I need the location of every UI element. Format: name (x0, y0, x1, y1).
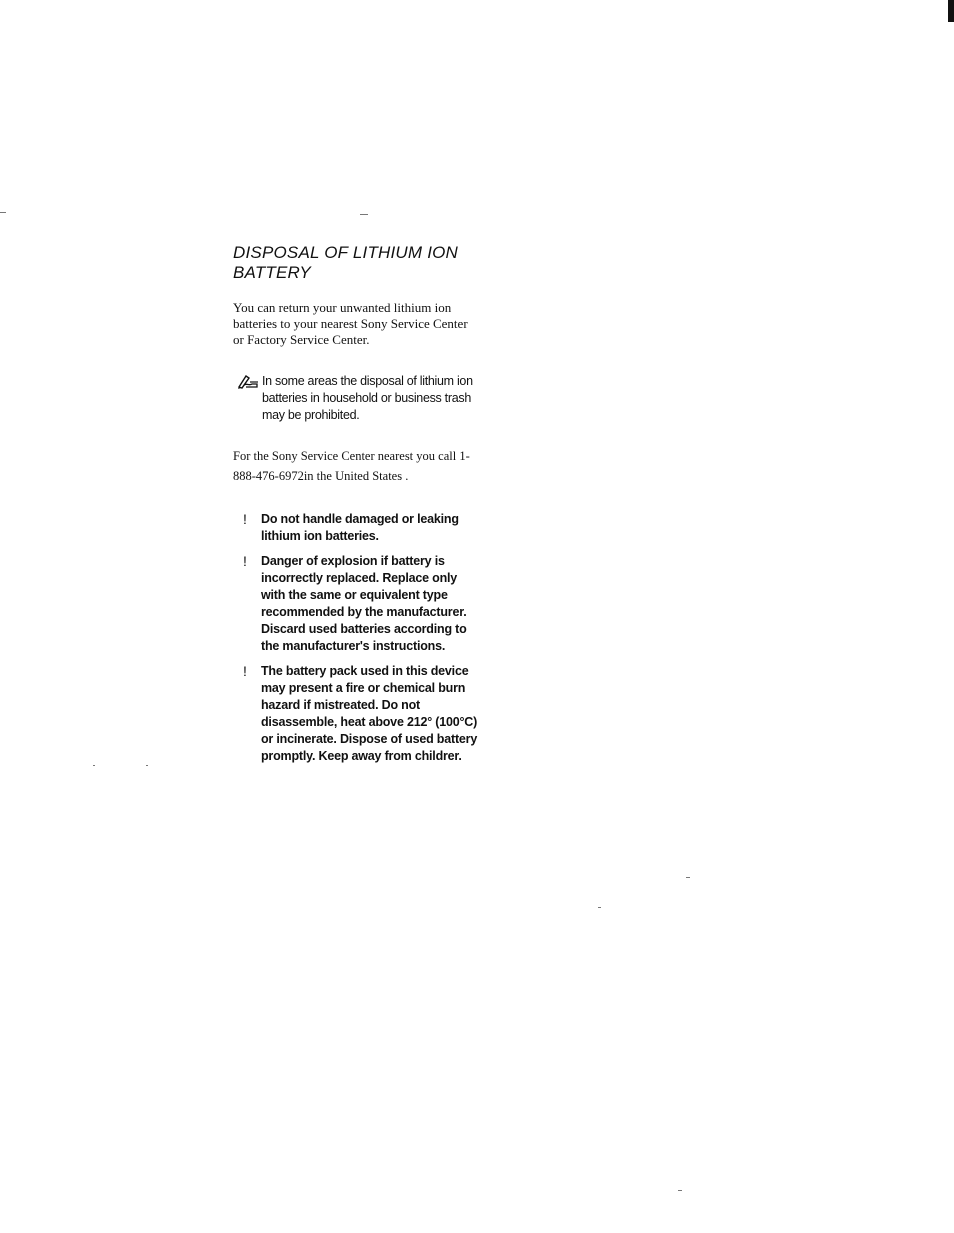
warning-marker: ! (243, 511, 247, 527)
warning-text: Danger of explosion if battery is incorrectly replaced. Replace only with the same or equivalent type recommended by the manufacturer. Discard used batteries according to the manufacturer's instructions. (261, 554, 467, 653)
battery-disposal-section (233, 243, 483, 773)
warning-item (233, 663, 483, 765)
note-text: In some areas the disposal of lithium ion batteries in household or business trash may be prohibited. (262, 374, 473, 422)
warning-text: The battery pack used in this device may present a fire or chemical burn hazard if mistreated. Do not disassemble, heat above 212° (100°C) or incinerate. Dispose of used battery promptly. Keep away from childrer. (261, 664, 478, 763)
warning-text: Do not handle damaged or leaking lithium ion batteries. (261, 512, 459, 543)
scan-speck (146, 765, 148, 766)
scan-speck (686, 877, 690, 878)
scan-speck (0, 212, 6, 213)
warning-marker: ! (243, 553, 247, 569)
section-heading-line2: BATTERY (233, 263, 311, 282)
page-edge-mark (948, 0, 954, 22)
warnings-list (233, 511, 483, 765)
scan-speck (598, 907, 601, 908)
warning-item (233, 553, 483, 655)
pencil-note-icon (237, 373, 259, 389)
warning-marker: ! (243, 663, 247, 679)
section-heading (233, 243, 483, 283)
warning-item (233, 511, 483, 545)
scan-speck (360, 214, 368, 215)
scan-speck (93, 765, 95, 766)
intro-paragraph: You can return your unwanted lithium ion batteries to your nearest Sony Service Center or Factory Service Center. (233, 300, 468, 347)
section-heading-line1: DISPOSAL OF LITHIUM ION (233, 243, 459, 262)
scan-speck (678, 1190, 682, 1191)
note-block (233, 373, 483, 424)
contact-paragraph: For the Sony Service Center nearest you call 1-888-476-6972in the United States . (233, 449, 470, 483)
